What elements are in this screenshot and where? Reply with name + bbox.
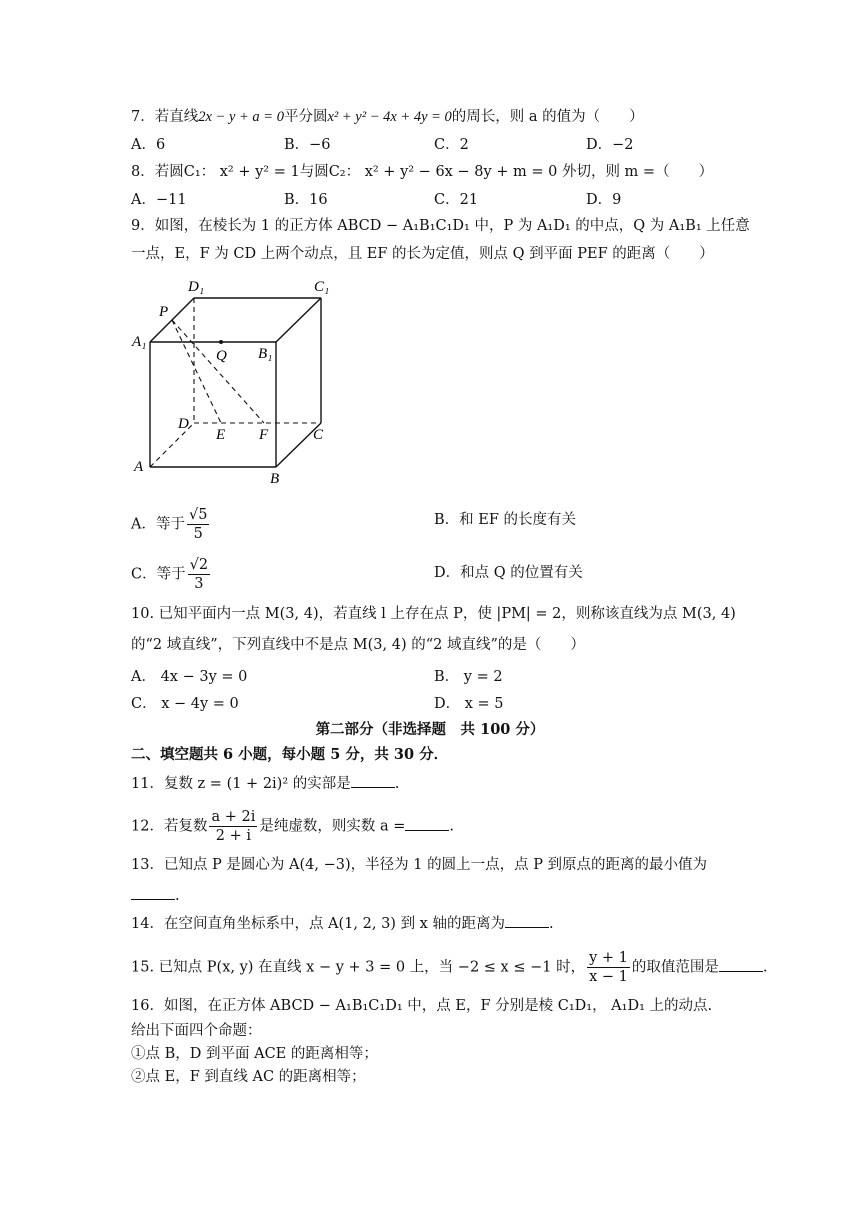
segment-pf [172, 320, 264, 423]
label-c1: C₁ [314, 279, 330, 295]
q13-answer-blank[interactable] [131, 885, 175, 900]
label-f: F [259, 427, 269, 443]
label-a: A [134, 459, 144, 475]
q13-stem-line2: . [131, 885, 180, 906]
edge-b1c1 [276, 298, 321, 342]
q7-option-b[interactable]: B．−6 [284, 137, 331, 153]
label-b1: B₁ [258, 346, 273, 362]
q16-stem-line1: 16．如图，在正方体 ABCD − A₁B₁C₁D₁ 中，点 E，F 分别是棱 C₁D₁， A₁D₁ 上的动点. [131, 998, 713, 1014]
q8-option-d[interactable]: D．9 [586, 192, 622, 208]
q12-stem: 12．若复数 $\frac{a + 2i}{2 + i}$ 是纯虚数，则实数 a = . [131, 809, 454, 844]
q8-stem: 8．若圆C₁： x² + y² = 1与圆C₂： x² + y² − 6x − 8y + m = 0 外切，则 m =（ ） [131, 164, 714, 180]
q9-option-b[interactable]: B．和 EF 的长度有关 [434, 512, 577, 528]
q8-option-c[interactable]: C．21 [434, 192, 479, 208]
label-b: B [270, 471, 280, 487]
q16-proposition-2: ②点 E，F 到直线 AC 的距离相等； [131, 1069, 366, 1085]
q15-stem: 15. 已知点 P(x, y) 在直线 x − y + 3 = 0 上，当 −2 ≤ x ≤ −1 时， $\frac{y + 1}{x - 1}$ 的取值范围是 . [131, 950, 768, 985]
label-q: Q [216, 348, 227, 364]
label-a1: A₁ [132, 334, 147, 350]
q9-option-a[interactable]: A．等于 $\frac{√5}{5}$ [131, 507, 208, 542]
cube-figure [128, 276, 338, 491]
q11-answer-blank[interactable] [351, 773, 395, 788]
q9-option-d[interactable]: D．和点 Q 的位置有关 [434, 565, 583, 581]
q10-option-d[interactable]: D． x = 5 [434, 696, 504, 712]
q7-option-c[interactable]: C．2 [434, 137, 469, 153]
q14-answer-blank[interactable] [505, 913, 549, 928]
q14-stem: 14．在空间直角坐标系中，点 A(1, 2, 3) 到 x 轴的距离为 . [131, 913, 554, 934]
q10-option-c[interactable]: C． x − 4y = 0 [131, 696, 239, 712]
q11-stem: 11．复数 z = (1 + 2i)² 的实部是 . [131, 773, 399, 794]
section2-heading: 二、填空题共 6 小题，每小题 5 分，共 30 分． [131, 746, 449, 763]
q10-option-a[interactable]: A． 4x − 3y = 0 [131, 669, 248, 685]
segment-pe [172, 320, 221, 423]
q13-stem-line1: 13．已知点 P 是圆心为 A(4, −3)，半径为 1 的圆上一点，点 P 到原点的距离的最小值为 [131, 857, 708, 873]
q9-stem-line2: 一点，E，F 为 CD 上两个动点，且 EF 的长为定值，则点 Q 到平面 PEF 的距离（ ） [131, 246, 714, 262]
q15-answer-blank[interactable] [719, 957, 763, 972]
q9-option-c[interactable]: C．等于 $\frac{√2}{3}$ [131, 557, 209, 592]
q10-option-b[interactable]: B． y = 2 [434, 669, 503, 685]
q7-stem: 7．若直线2x − y + a = 0平分圆x² + y² − 4x + 4y = 0的周长，则 a 的值为（ ） [131, 109, 644, 125]
q12-answer-blank[interactable] [405, 816, 449, 831]
label-e: E [216, 427, 226, 443]
q16-stem-line2: 给出下面四个命题： [131, 1023, 262, 1039]
label-c: C [313, 427, 324, 443]
q8-option-a[interactable]: A．−11 [131, 192, 187, 208]
label-d: D [178, 416, 189, 432]
part2-title: 第二部分（非选择题 共 100 分） [315, 721, 545, 738]
point-q [219, 340, 223, 344]
q10-stem-line1: 10. 已知平面内一点 M(3, 4)，若直线 l 上存在点 P，使 |PM| = 2，则称该直线为点 M(3, 4) [131, 606, 736, 622]
q8-option-b[interactable]: B．16 [284, 192, 328, 208]
q9-stem-line1: 9．如图，在棱长为 1 的正方体 ABCD − A₁B₁C₁D₁ 中，P 为 A₁D₁ 的中点，Q 为 A₁B₁ 上任意 [131, 218, 750, 234]
q10-stem-line2: 的“2 域直线”，下列直线中不是点 M(3, 4) 的“2 域直线”的是（ ） [131, 637, 585, 653]
label-p: P [159, 304, 169, 320]
q16-proposition-1: ①点 B，D 到平面 ACE 的距离相等； [131, 1046, 378, 1062]
q7-option-a[interactable]: A．6 [131, 137, 166, 153]
q7-option-d[interactable]: D．−2 [586, 137, 634, 153]
label-d1: D₁ [188, 279, 205, 295]
